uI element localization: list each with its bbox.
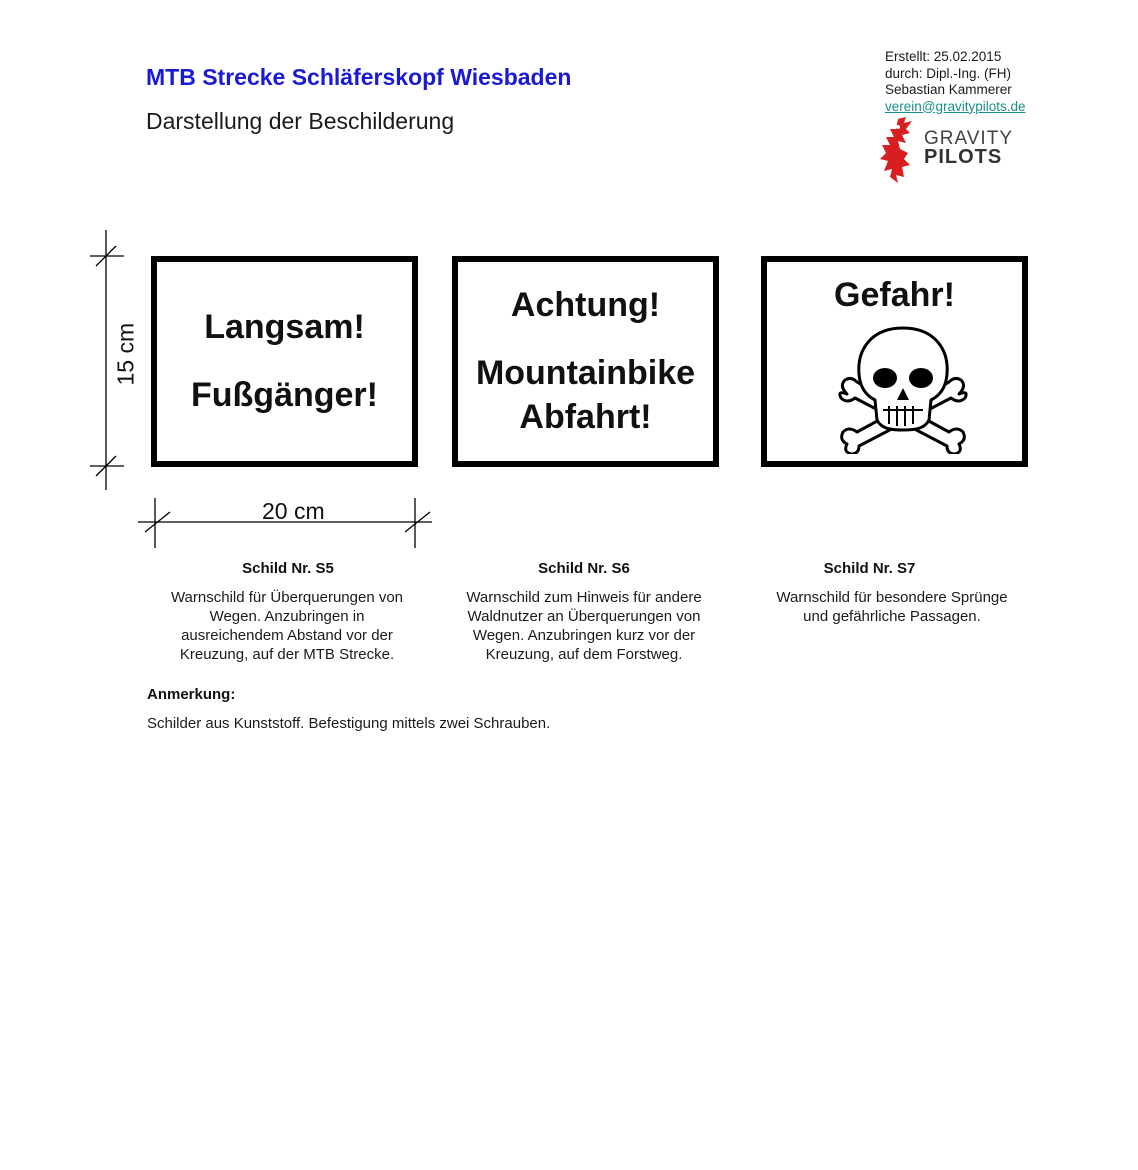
sign-s5 bbox=[151, 256, 418, 467]
created-by: durch: Dipl.-Ing. (FH) bbox=[885, 65, 1012, 81]
caption-line: Waldnutzer an Überquerungen von bbox=[467, 608, 701, 625]
sign-s5-line-1: Langsam! bbox=[204, 308, 365, 346]
sign-s6-line-1: Achtung! bbox=[510, 286, 661, 324]
caption-s5-text bbox=[147, 588, 427, 664]
width-label: 20 cm bbox=[262, 498, 325, 524]
caption-line: Wegen. Anzubringen in bbox=[209, 608, 365, 625]
caption-s7 bbox=[752, 560, 1032, 626]
caption-line: Kreuzung, auf dem Forstweg. bbox=[485, 646, 683, 663]
sign-s7-line-1: Gefahr! bbox=[834, 276, 955, 314]
caption-line: Warnschild für Überquerungen von bbox=[170, 589, 404, 606]
caption-line: Warnschild zum Hinweis für andere bbox=[466, 589, 702, 606]
caption-s7-text bbox=[752, 588, 1032, 626]
caption-s7-heading: Schild Nr. S7 bbox=[823, 560, 916, 577]
page-subtitle: Darstellung der Beschilderung bbox=[146, 108, 455, 134]
sign-s6 bbox=[452, 256, 719, 467]
sign-s5-line-2: Fußgänger! bbox=[191, 376, 378, 414]
caption-s6-text bbox=[444, 588, 724, 664]
author-name: Sebastian Kammerer bbox=[885, 82, 1012, 97]
caption-line: Wegen. Anzubringen kurz vor der bbox=[472, 627, 696, 644]
created-date: Erstellt: 25.02.2015 bbox=[885, 49, 1002, 64]
caption-line: und gefährliche Passagen. bbox=[803, 608, 981, 625]
caption-s6 bbox=[444, 560, 724, 664]
email-link[interactable]: verein@gravitypilots.de bbox=[885, 98, 1026, 114]
caption-line: Kreuzung, auf der MTB Strecke. bbox=[179, 646, 395, 663]
caption-s6-heading: Schild Nr. S6 bbox=[538, 560, 630, 577]
sign-s6-line-2: Mountainbike bbox=[475, 354, 696, 392]
caption-line: ausreichendem Abstand vor der bbox=[181, 627, 393, 644]
skull-crossbones-icon bbox=[833, 324, 973, 454]
caption-line: Warnschild für besondere Sprünge bbox=[776, 589, 1008, 606]
note-heading: Anmerkung: bbox=[147, 686, 236, 703]
page-title: MTB Strecke Schläferskopf Wiesbaden bbox=[146, 64, 572, 90]
note-text: Schilder aus Kunststoff. Befestigung mittels zwei Schrauben. bbox=[147, 715, 551, 732]
logo-line-1: GRAVITY bbox=[924, 128, 1013, 149]
caption-s5-heading: Schild Nr. S5 bbox=[242, 560, 334, 577]
sign-s6-line-3: Abfahrt! bbox=[519, 398, 652, 436]
sign-s7 bbox=[761, 256, 1028, 467]
logo-line-2: PILOTS bbox=[924, 146, 1003, 168]
caption-s5 bbox=[147, 560, 427, 664]
height-label: 15 cm bbox=[112, 322, 139, 386]
